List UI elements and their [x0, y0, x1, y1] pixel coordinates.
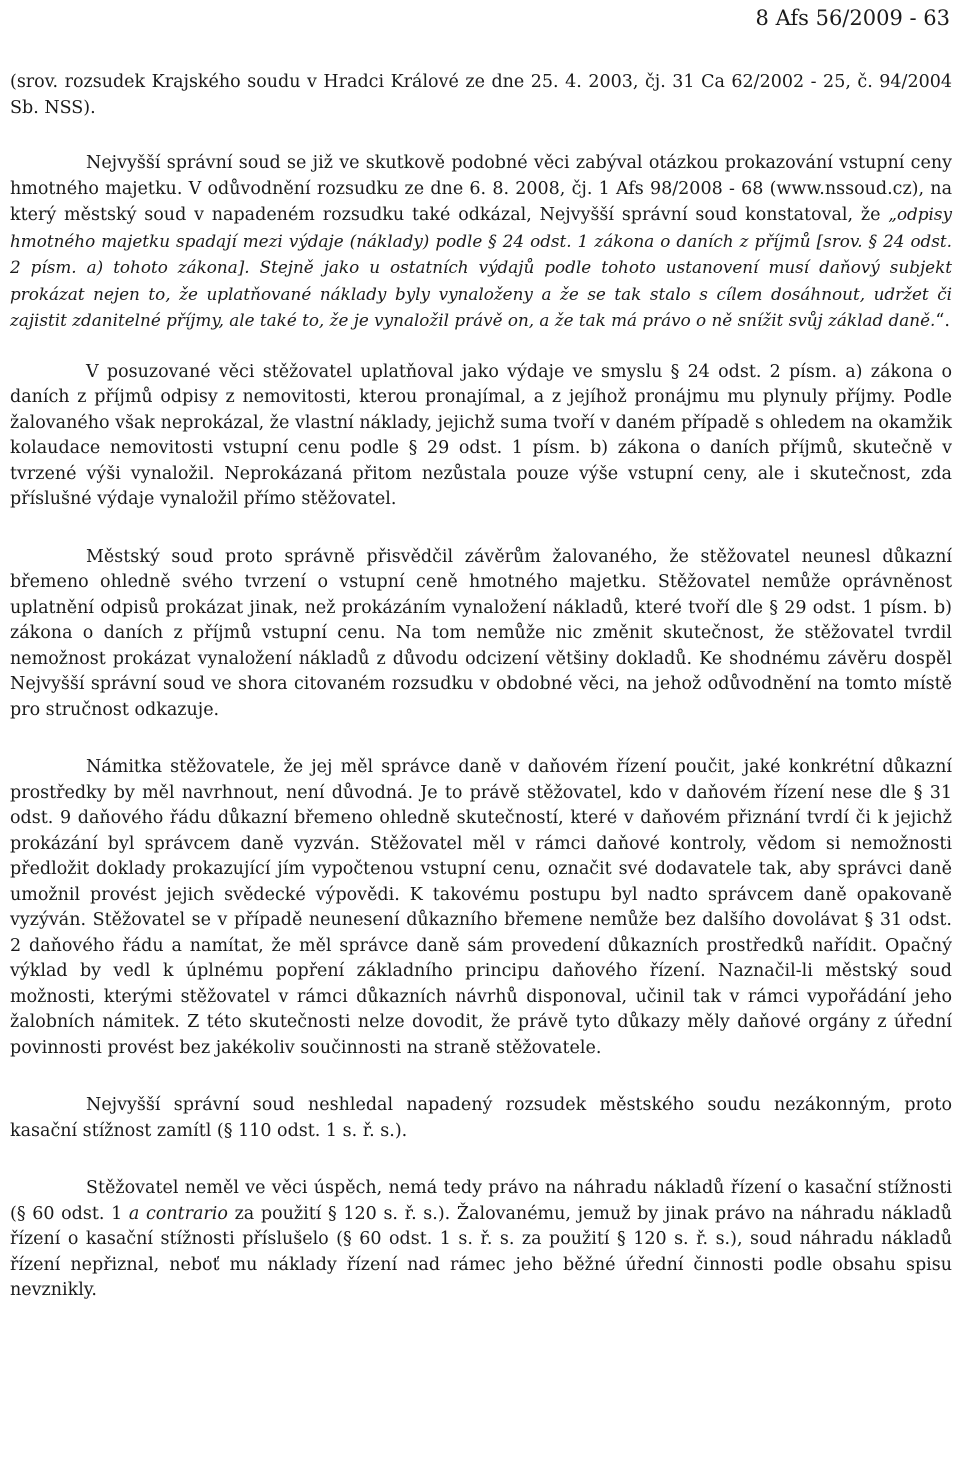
paragraph-citation: (srov. rozsudek Krajského soudu v Hradci Králové ze dne 25. 4. 2003, čj. 31 Ca 62/2002 - 25, č. 94/2004 Sb. NSS).: [10, 72, 952, 118]
costs-before: Stěžovatel neměl ve věci úspěch, nemá tedy právo na náhradu nákladů řízení o kasační stížnosti (§ 60 odst. 1: [10, 1178, 952, 1224]
paragraph-precedent: [10, 151, 952, 335]
costs-italic: a contrario: [128, 1203, 228, 1224]
page-reference: 8 Afs 56/2009 - 63: [755, 6, 950, 30]
paragraph-case-facts: V posuzované věci stěžovatel uplatňoval jako výdaje ve smyslu § 24 odst. 2 písm. a) zákona o daních z příjmů odpisy z nemovitosti, kterou pronajímal, a z jejíhož pronájmu mu plynuly příjmy. Podle žalovaného však neprokázal, že vlastní náklady, jejichž suma tvoří v daném případě s ohledem na okamžik kolaudace nemovitosti vstupní cenu podle § 29 odst. 1 písm. b) zákona o daních příjmů, skutečně v tvrzené výši vynaložil. Neprokázaná přitom nezůstala pouze výše vstupní ceny, ale i skutečnost, zda příslušné výdaje vynaložil přímo stěžovatel.: [10, 361, 952, 509]
precedent-quote: „odpisy hmotného majetku spadají mezi výdaje (náklady) podle § 24 odst. 1 zákona o daních z příjmů [srov. § 24 odst. 2 písm. a) tohoto zákona]. Stejně jako u ostatních výdajů podle tohoto ustanovení musí daňový subjekt prokázat nejen to, že uplatňované náklady byly vynaloženy a že se tak stalo s cílem dosáhnout, udržet či zajistit zdanitelné příjmy, ale také to, že je vynaložil právě on, a že tak má právo o ně snížit svůj základ daně.: [10, 204, 952, 330]
precedent-intro: Nejvyšší správní soud se již ve skutkově podobné věci zabýval otázkou prokazování vstupní ceny hmotného majetku. V odůvodnění rozsudku ze dne 6. 8. 2008, čj. 1 Afs 98/2008 - 68 (www.nssoud.cz), na který městský soud v napadeném rozsudku také odkázal, Nejvyšší správní soud konstatoval, že: [10, 153, 952, 225]
document-body: [10, 70, 952, 1304]
paragraph-objection: Námitka stěžovatele, že jej měl správce daně v daňovém řízení poučit, jaké konkrétní důkazní prostředky by měl navrhnout, není důvodná. Je to právě stěžovatel, kdo v daňovém řízení nese dle § 31 odst. 9 daňového řádu důkazní břemeno ohledně skutečností, které v daňovém přiznání tvrdí či k jejichž prokázání byl správcem daně vyzván. Stěžovatel měl v rámci daňové kontroly, vědom si nemožnosti předložit doklady prokazující jím vypočtenou vstupní cenu, označit své dodavatele tak, aby správci daně umožnil provést jejich svědecké výpovědi. K takovému postupu byl nadto správcem daně opakovaně vyzýván. Stěžovatel se v případě neunesení důkazního břemene nemůže bez dalšího dovolávat § 31 odst. 2 daňového řádu a namítat, že měl správce daně sám provedení důkazních prostředků nařídit. Opačný výklad by vedl k úplnému popření základního principu daňového řízení. Naznačil-li městský soud možnosti, kterými stěžovatel v rámci důkazních návrhů disponoval, učinil tak v rámci vypořádání jeho žalobních námitek. Z této skutečnosti nelze dovodit, že právě tyto důkazy měly daňové orgány z úřední povinnosti provést bez jakékoliv součinnosti na straně stěžovatele.: [10, 757, 952, 1058]
paragraph-verdict: Nejvyšší správní soud neshledal napadený rozsudek městského soudu nezákonným, proto kasační stížnost zamítl (§ 110 odst. 1 s. ř. s.).: [10, 1095, 952, 1141]
precedent-quote-end: “.: [935, 311, 950, 331]
paragraph-court-assessment: Městský soud proto správně přisvědčil závěrům žalovaného, že stěžovatel neunesl důkazní břemeno ohledně svého tvrzení o vstupní ceně hmotného majetku. Stěžovatel nemůže oprávněnost uplatnění odpisů prokázat jinak, než prokázáním vynaložení nákladů, které tvoří dle § 29 odst. 1 písm. b) zákona o daních z příjmů vstupní cenu. Na tom nemůže nic změnit skutečnost, že stěžovatel tvrdil nemožnost prokázat vynaložení nákladů z důvodu odcizení většiny dokladů. Ke shodnému závěru dospěl Nejvyšší správní soud ve shora citovaném rozsudku v obdobné věci, na jehož odůvodnění na tomto místě pro stručnost odkazuje.: [10, 546, 952, 720]
costs-after: za použití § 120 s. ř. s.). Žalovanému, jemuž by jinak právo na náhradu nákladů řízení o kasační stížnosti příslušelo (§ 60 odst. 1 s. ř. s. za použití § 120 s. ř. s.), soud náhradu nákladů řízení nepřiznal, neboť mu náklady řízení nad rámec jeho běžné úřední činnosti podle obsahu spisu nevznikly.: [10, 1203, 953, 1300]
paragraph-costs: [10, 1176, 952, 1304]
